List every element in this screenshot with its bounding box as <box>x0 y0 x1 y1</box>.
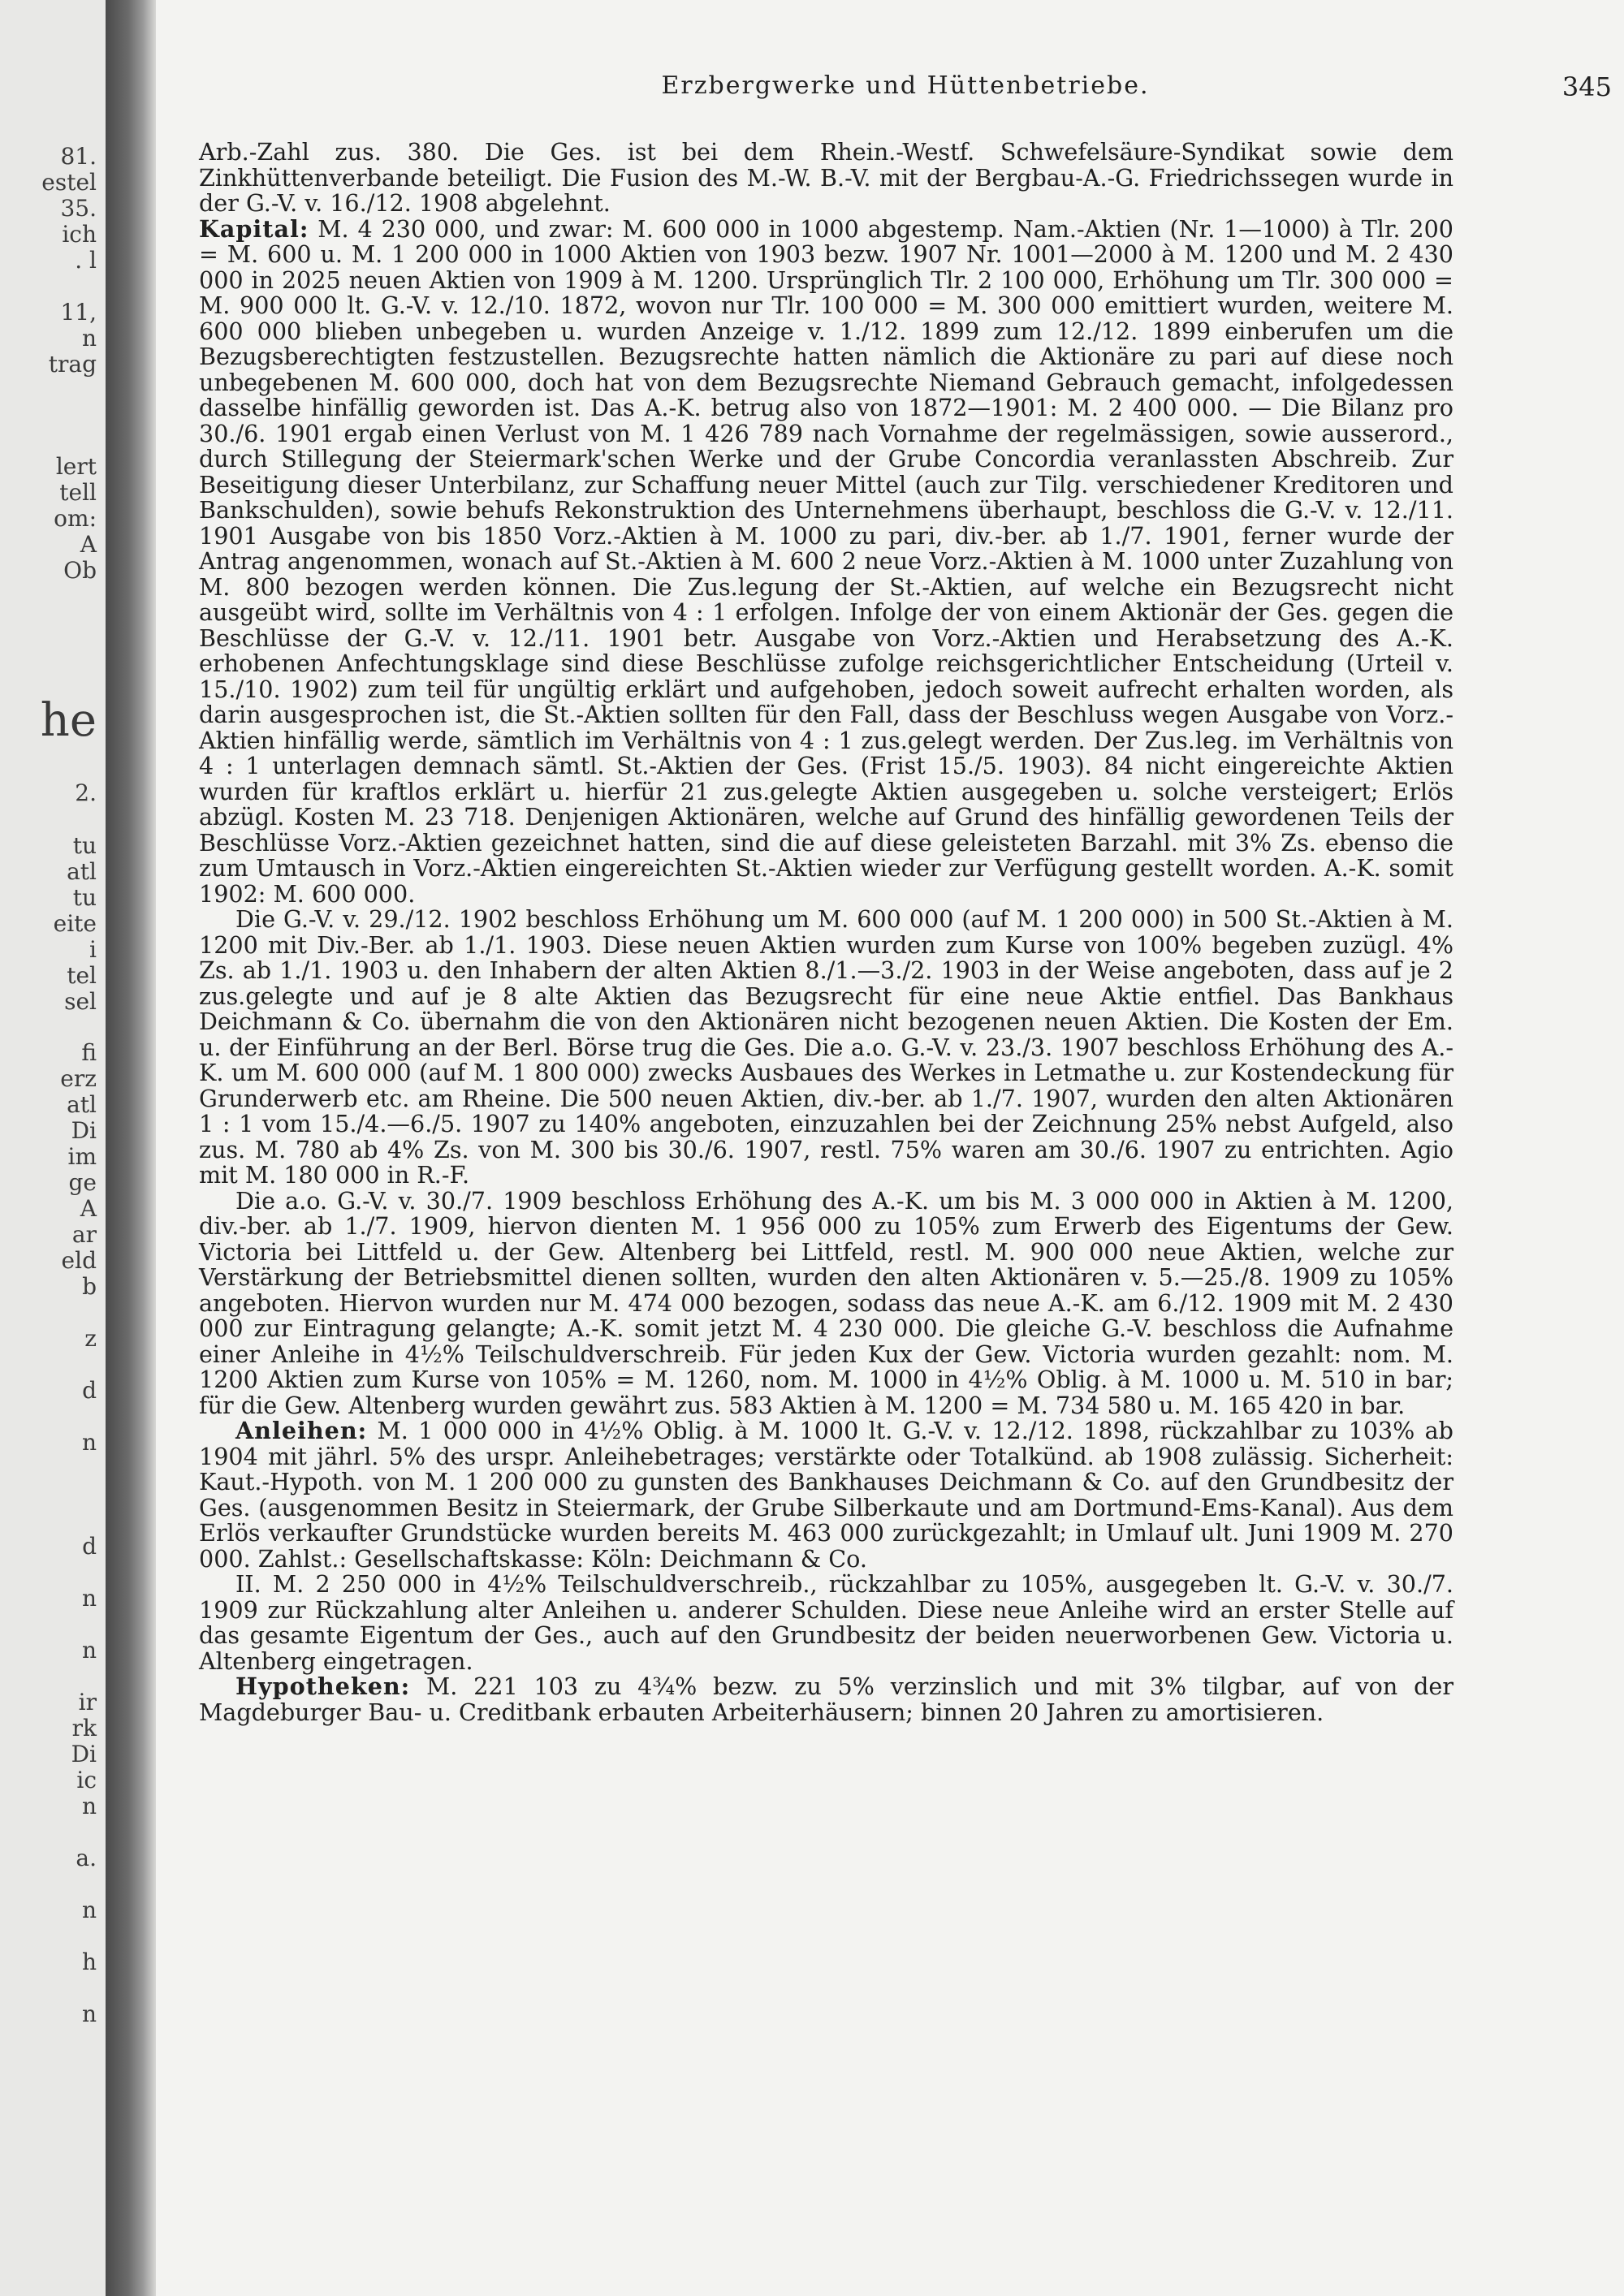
paragraph-hypotheken <box>199 1674 1453 1725</box>
margin-fragment: tu <box>72 832 97 859</box>
margin-fragment: h <box>81 1949 97 1975</box>
margin-fragment: n <box>81 1585 97 1612</box>
margin-fragment: d <box>82 1533 97 1560</box>
margin-fragment: Di <box>71 1117 97 1144</box>
body-text <box>199 140 1453 1725</box>
margin-fragment: A <box>80 1195 97 1222</box>
margin-fragment: n <box>81 1793 97 1819</box>
previous-page-text-fragments <box>0 0 102 2296</box>
page <box>162 0 1624 2296</box>
book-gutter-shadow <box>106 0 156 2296</box>
margin-fragment: eld <box>61 1247 97 1274</box>
margin-fragment: erz <box>60 1065 97 1092</box>
running-title: Erzbergwerke und Hüttenbetriebe. <box>661 71 1150 100</box>
margin-fragment: im <box>67 1143 97 1170</box>
margin-fragment: tell <box>59 479 97 506</box>
paragraph-text: II. M. 2 250 000 in 4½% Teilschuldverschreib., rückzahlbar zu 105%, ausgegeben lt. G.-V. v. 30./7. 1909 zur Rückzahlung alter Anleihen u. anderer Schulden. Diese neue Anleihe wird an erster Stelle auf das gesamte Eigentum der Ges., auch auf den Grundbesitz der beiden neuerworbenen Gew. Victoria u. Altenberg eingetragen. <box>199 1570 1453 1675</box>
margin-fragment: Di <box>71 1741 97 1767</box>
paragraph-text: Arb.-Zahl zus. 380. Die Ges. ist bei dem Rhein.-Westf. Schwefelsäure-Syndikat sowie dem Zinkhüttenverbande beteiligt. Die Fusion des M.-W. B.-V. mit der Bergbau-A.-G. Friedrichssegen wurde in der G.-V. v. 16./12. 1908 abgelehnt. <box>199 138 1453 217</box>
margin-fragment: A <box>80 531 97 558</box>
margin-fragment: 2. <box>75 779 97 806</box>
paragraph-1 <box>199 140 1453 217</box>
margin-fragment: he <box>40 694 97 747</box>
margin-fragment: z <box>84 1325 97 1352</box>
paragraph-kapital <box>199 214 1453 908</box>
margin-fragment: sel <box>64 988 97 1015</box>
margin-fragment: estel <box>41 169 97 196</box>
margin-fragment: atl <box>67 858 97 885</box>
margin-fragment: tu <box>72 884 97 911</box>
margin-fragment: . l <box>75 247 97 274</box>
margin-fragment: n <box>81 1637 97 1664</box>
margin-fragment: Ob <box>63 557 97 584</box>
margin-fragment: n <box>81 1429 97 1456</box>
margin-fragment: ar <box>71 1221 97 1248</box>
margin-fragment: atl <box>67 1091 97 1118</box>
margin-fragment: i <box>89 936 97 963</box>
section-label-hypotheken: Hypotheken: <box>235 1672 411 1700</box>
margin-fragment: b <box>82 1273 97 1300</box>
paragraph-text: M. 1 000 000 in 4½% Oblig. à M. 1000 lt. G.-V. v. 12./12. 1898, rückzahlbar zu 103% ab 1904 mit jährl. 5% des urspr. Anleihebetrages; verstärkte oder Totalkünd. ab 1908 zulässig. Sicherheit: Kaut.-Hypoth. von M. 1 200 000 zu gunsten des Bankhauses Deichmann & Co. auf den Grundbesitz der Ges. (ausgenommen Besitz in Steiermark, der Grube Silberkaute und am Dortmund-Ems-Kanal). Aus dem Erlös verkaufter Grundstücke wurden bereits M. 463 000 zurückgezahlt; in Umlauf ult. Juni 1909 M. 270 000. Zahlst.: Gesellschaftskasse: Köln: Deichmann & Co. <box>199 1417 1453 1573</box>
page-number: 345 <box>1561 71 1612 102</box>
margin-fragment: tel <box>67 962 97 989</box>
paragraph-text: Die a.o. G.-V. v. 30./7. 1909 beschloss Erhöhung des A.-K. um bis M. 3 000 000 in Aktien à M. 1200, div.-ber. ab 1./7. 1909, hiervon dienten M. 1 956 000 zu 105% zum Erwerb des Eigentums der Gew. Victoria bei Littfeld u. der Gew. Altenberg bei Littfeld, restl. M. 900 000 neue Aktien, welche zur Verstärkung der Betriebsmittel dienen sollten, wurden den alten Aktionären v. 5.—25./8. 1909 zu 105% angeboten. Hiervon wurden nur M. 474 000 bezogen, sodass das neue A.-K. am 6./12. 1909 mit M. 2 430 000 zur Eintragung gelangte; A.-K. somit jetzt M. 4 230 000. Die gleiche G.-V. beschloss die Aufnahme einer Anleihe in 4½% Teilschuldverschreib. Für jeden Kux der Gew. Victoria wurden gezahlt: nom. M. 1200 Aktien zum Kurse von 105% = M. 1260, nom. M. 1000 in 4½% Oblig. à M. 1000 u. M. 510 in bar; für die Gew. Altenberg wurden gewährt zus. 583 Aktien à M. 1200 = M. 734 580 u. M. 165 420 in bar. <box>199 1186 1453 1419</box>
section-label-anleihen: Anleihen: <box>235 1417 368 1444</box>
margin-fragment: eite <box>53 910 97 937</box>
margin-fragment: n <box>81 325 97 352</box>
paragraph-4 <box>199 1186 1453 1419</box>
margin-fragment: trag <box>48 351 97 378</box>
paragraph-text: Die G.-V. v. 29./12. 1902 beschloss Erhöhung um M. 600 000 (auf M. 1 200 000) in 500 St.-Aktien à M. 1200 mit Div.-Ber. ab 1./1. 1903. Diese neuen Aktien wurden zum Kurse von 100% begeben zuzügl. 4% Zs. ab 1./1. 1903 u. den Inhabern der alten Aktien 8./1.—3./2. 1903 in der Weise angeboten, dass auf je 2 zus.gelegte und auf je 8 alte Aktien das Bezugsrecht für eine neue Aktie entfiel. Das Bankhaus Deichmann & Co. übernahm die von den Aktionären nicht bezogenen neuen Aktien. Die Kosten der Em. u. der Einführung an der Berl. Börse trug die Ges. Die a.o. G.-V. v. 23./3. 1907 beschloss Erhöhung des A.-K. um M. 600 000 (auf M. 1 800 000) zwecks Ausbaues des Werkes in Letmathe u. zur Kostendeckung für Grunderwerb etc. am Rheine. Die 500 neuen Aktien, div.-ber. ab 1./7. 1907, wurden den alten Aktionären 1 : 1 vom 15./4.—6./5. 1907 zu 140% angeboten, einzuzahlen bei der Zeichnung 25% nebst Aufgeld, also zus. M. 780 ab 4% Zs. von M. 300 bis 30./6. 1907, restl. 75% waren am 30./6. 1907 zu entrichten. Agio mit M. 180 000 in R.-F. <box>199 905 1453 1189</box>
paragraph-text: M. 4 230 000, und zwar: M. 600 000 in 1000 abgestemp. Nam.-Aktien (Nr. 1—1000) à Tlr. 200 = M. 600 u. M. 1 200 000 in 1000 Aktien von 1903 bezw. 1907 Nr. 1001—2000 à M. 1200 und M. 2 430 000 in 2025 neuen Aktien von 1909 à M. 1200. Ursprünglich Tlr. 2 100 000, Erhöhung um Tlr. 300 000 = M. 900 000 lt. G.-V. v. 12./10. 1872, wovon nur Tlr. 100 000 = M. 300 000 emittiert wurden, weitere M. 600 000 blieben unbegeben u. wurden Anzeige v. 1./12. 1899 zum 12./12. 1899 einberufen um die Bezugsberechtigten festzustellen. Bezugsrechte hatten nämlich die Aktionäre zu pari auf diese noch unbegebenen M. 600 000, doch hat von dem Bezugsrechte Niemand Gebrauch gemacht, infolgedessen dasselbe hinfällig geworden ist. Das A.-K. betrug also von 1872—1901: M. 2 400 000. — Die Bilanz pro 30./6. 1901 ergab einen Verlust von M. 1 426 789 nach Vornahme der regelmässigen, sowie ausserord., durch Stillegung der Steiermark'schen Werke und der Grube Concordia veranlassten Abschreib. Zur Beseitigung dieser Unterbilanz, zur Schaffung neuer Mittel (auch zur Tilg. verschiedener Kreditoren und Bankschulden), sowie behufs Rekonstruktion des Unternehmens überhaupt, beschloss die G.-V. v. 12./11. 1901 Ausgabe von bis 1850 Vorz.-Aktien à M. 1000 zu pari, div.-ber. ab 1./7. 1901, ferner wurde der Antrag angenommen, wonach auf St.-Aktien à M. 600 2 neue Vorz.-Aktien à M. 1000 unter Zuzahlung von M. 800 bezogen werden können. Die Zus.legung der St.-Aktien, auf welche ein Bezugsrecht nicht ausgeübt wird, sollte im Verhältnis von 4 : 1 erfolgen. Infolge der von einem Aktionär der Ges. gegen die Beschlüsse der G.-V. v. 12./11. 1901 betr. Ausgabe von Vorz.-Aktien und Herabsetzung des A.-K. erhobenen Anfechtungsklage sind diese Beschlüsse zufolge reichsgerichtlicher Entscheidung (Urteil v. 15./10. 1902) zum teil für ungültig erklärt und aufgehoben, jedoch soweit aufrecht erhalten worden, als darin ausgesprochen ist, die St.-Aktien sollten für den Fall, dass der Beschluss wegen Ausgabe von Vorz.-Aktien hinfällig werde, sämtlich im Verhältnis von 4 : 1 zus.gelegt werden. Der Zus.leg. im Verhältnis von 4 : 1 unterlagen demnach sämtl. St.-Aktien der Ges. (Frist 15./5. 1903). 84 nicht eingereichte Aktien wurden für kraftlos erklärt u. hierfür 21 zus.gelegte Aktien ausgegeben u. solche versteigert; Erlös abzügl. Kosten M. 23 718. Denjenigen Aktionären, welche auf Grund des hinfällig gewordenen Teils der Beschlüsse Vorz.-Aktien gezeichnet hatten, sind die auf diese geleisteten Barzahl. mit 3% Zs. ebenso die zum Umtausch in Vorz.-Aktien eingereichten St.-Aktien wieder zur Verfügung gestellt worden. A.-K. somit 1902: M. 600 000. <box>199 214 1453 908</box>
margin-fragment: 81. <box>60 143 97 170</box>
margin-fragment: om: <box>54 505 97 532</box>
margin-fragment: fi <box>81 1039 97 1066</box>
paragraph-6 <box>199 1572 1453 1674</box>
paragraph-3 <box>199 907 1453 1189</box>
paragraph-text: M. 221 103 zu 4¾% bezw. zu 5% verzinslich und mit 3% tilgbar, auf von der Magdeburger Bau- u. Creditbank erbauten Arbeiterhäusern; binnen 20 Jahren zu amortisieren. <box>199 1672 1453 1726</box>
margin-fragment: ir <box>78 1689 97 1716</box>
margin-fragment: a. <box>76 1845 97 1871</box>
section-label-kapital: Kapital: <box>199 214 309 243</box>
margin-fragment: d <box>82 1377 97 1404</box>
margin-fragment: ge <box>68 1169 97 1196</box>
margin-fragment: 35. <box>60 195 97 222</box>
margin-fragment: ich <box>62 221 97 248</box>
margin-fragment: n <box>81 1897 97 1923</box>
margin-fragment: ic <box>76 1767 97 1793</box>
paragraph-anleihen <box>199 1418 1453 1572</box>
margin-fragment: 11, <box>60 299 97 326</box>
margin-fragment: lert <box>55 453 97 480</box>
margin-fragment: n <box>81 2000 97 2027</box>
margin-fragment: rk <box>71 1715 97 1741</box>
